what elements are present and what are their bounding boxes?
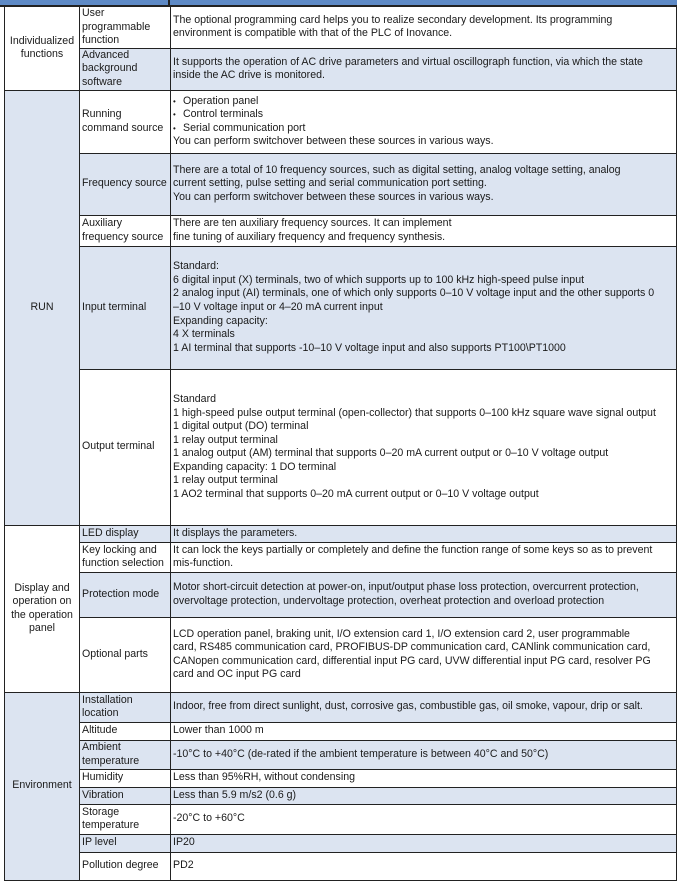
table-row — [5, 617, 677, 692]
table-row — [5, 542, 677, 572]
item-description — [171, 153, 677, 215]
description-line: PD2 — [173, 859, 194, 872]
description-line: 1 AI terminal that supports -10–10 V voltage input and also supports PT100\PT1000 — [173, 341, 566, 354]
description-line: 4 X terminals — [173, 328, 235, 341]
bullet-item: • Operation panel — [173, 95, 674, 109]
item-label: Frequency source — [80, 153, 171, 215]
description-line: inside the AC drive is monitored. — [173, 69, 325, 82]
bullet-item: • Control terminals — [173, 108, 674, 122]
table-row — [5, 852, 677, 880]
table-row — [5, 48, 677, 90]
item-description — [171, 617, 677, 692]
description-line: Motor short-circuit detection at power-on, input/output phase loss protection, overcurrent protection, — [173, 581, 639, 594]
description-line: 1 relay output terminal — [173, 433, 278, 446]
item-label: Advanced background software — [80, 48, 171, 90]
item-description — [171, 7, 677, 49]
description-line: 1 AO2 terminal that supports 0–20 mA current output or 0–10 V voltage output — [173, 488, 539, 501]
description-line: It can lock the keys partially or completely and define the function range of some keys so as to prevent — [173, 543, 653, 556]
description-line: Expanding capacity: 1 DO terminal — [173, 460, 337, 473]
description-line: Standard — [173, 392, 216, 405]
description-line: It supports the operation of AC drive parameters and virtual oscillograph function, via which the state — [173, 55, 643, 68]
item-label: Pollution degree — [80, 852, 171, 880]
table-row — [5, 525, 677, 542]
table-row — [5, 215, 677, 246]
table-row — [5, 369, 677, 525]
description-line: -20°C to +60°C — [173, 812, 245, 825]
item-label: Installation location — [80, 692, 171, 722]
description-line: -10°C to +40°C (de-rated if the ambient temperature is between 40°C and 50°C) — [173, 747, 549, 760]
table-row — [5, 740, 677, 769]
item-label: Vibration — [80, 787, 171, 804]
description-line: –10 V voltage input or 4–20 mA current input — [173, 300, 383, 313]
group-label: Display and operation on the operation panel — [5, 525, 80, 692]
description-line: overvoltage protection, undervoltage protection, overheat protection and overload protection — [173, 594, 605, 607]
item-description — [171, 740, 677, 769]
description-line: Less than 95%RH, without condensing — [173, 771, 355, 784]
item-description — [171, 692, 677, 722]
item-label: User programmable function — [80, 7, 171, 49]
table-row — [5, 787, 677, 804]
description-line: Less than 5.9 m/s2 (0.6 g) — [173, 788, 297, 801]
item-description — [171, 572, 677, 617]
table-row — [5, 834, 677, 852]
description-line: LCD operation panel, braking unit, I/O extension card 1, I/O extension card 2, user programmable — [173, 627, 630, 640]
description-line: card, RS485 communication card, PROFIBUS-DP communication card, CANlink communication card, — [173, 641, 651, 654]
specifications-table — [4, 6, 677, 881]
item-description — [171, 48, 677, 90]
item-description — [171, 722, 677, 740]
item-description — [171, 834, 677, 852]
item-label: Ambient temperature — [80, 740, 171, 769]
item-label: LED display — [80, 525, 171, 542]
item-description — [171, 246, 677, 369]
group-label: Individualized functions — [5, 7, 80, 91]
item-label: Humidity — [80, 769, 171, 787]
item-description — [171, 369, 677, 525]
description-line: The optional programming card helps you to realize secondary development. Its programming — [173, 13, 613, 26]
group-label: Environment — [5, 692, 80, 880]
group-label: RUN — [5, 90, 80, 525]
item-label: Altitude — [80, 722, 171, 740]
description-line: current setting, pulse setting and serial communication port setting. — [173, 177, 487, 190]
item-label: Input terminal — [80, 246, 171, 369]
item-label: Running command source — [80, 90, 171, 153]
item-description — [171, 787, 677, 804]
description-line: Indoor, free from direct sunlight, dust, corrosive gas, combustible gas, oil smoke, vapour, drip or salt. — [173, 700, 643, 713]
description-line: 1 high-speed pulse output terminal (open-collector) that supports 0–100 kHz square wave signal output — [173, 406, 656, 419]
table-row — [5, 153, 677, 215]
description-line: 1 relay output terminal — [173, 474, 278, 487]
item-description — [171, 90, 677, 153]
table-row — [5, 769, 677, 787]
item-label: Auxiliary frequency source — [80, 215, 171, 246]
bullet-item: • Serial communication port — [173, 122, 674, 136]
item-description — [171, 215, 677, 246]
description-line: 2 analog input (AI) terminals, one of which only supports 0–10 V voltage input and the other supports 0 — [173, 287, 655, 300]
table-row — [5, 90, 677, 153]
item-label: Protection mode — [80, 572, 171, 617]
description-line: It displays the parameters. — [173, 526, 298, 539]
item-description — [171, 525, 677, 542]
description-line: Standard: — [173, 260, 219, 273]
description-line: fine tuning of auxiliary frequency and frequency synthesis. — [173, 230, 446, 243]
item-label: IP level — [80, 834, 171, 852]
description-line: environment is compatible with that of the PLC of Inovance. — [173, 27, 453, 40]
description-line: You can perform switchover between these sources in various ways. — [173, 191, 494, 204]
item-description — [171, 542, 677, 572]
description-line: card and OC input PG card — [173, 668, 301, 681]
description-line: 1 analog output (AM) terminal that supports 0–20 mA current output or 0–10 V voltage output — [173, 447, 609, 460]
description-line: There are ten auxiliary frequency sources. It can implement — [173, 217, 452, 230]
description-line: You can perform switchover between these sources in various ways. — [173, 135, 494, 148]
item-description — [171, 769, 677, 787]
item-description — [171, 852, 677, 880]
description-line: IP20 — [173, 836, 195, 849]
item-label: Storage temperature — [80, 804, 171, 834]
table-row — [5, 7, 677, 49]
table-row — [5, 572, 677, 617]
item-label: Key locking and function selection — [80, 542, 171, 572]
table-row — [5, 692, 677, 722]
description-line: Expanding capacity: — [173, 314, 268, 327]
description-line: 1 digital output (DO) terminal — [173, 420, 309, 433]
table-row — [5, 804, 677, 834]
description-line: 6 digital input (X) terminals, two of which supports up to 100 kHz high-speed pulse input — [173, 273, 585, 286]
description-line: There are a total of 10 frequency sources, such as digital setting, analog voltage setting, analog — [173, 163, 621, 176]
description-line: Lower than 1000 m — [173, 724, 264, 737]
table-row — [5, 246, 677, 369]
item-label: Optional parts — [80, 617, 171, 692]
description-line: CANopen communication card, differential input PG card, UVW differential input PG card, resolver PG — [173, 654, 651, 667]
table-row — [5, 722, 677, 740]
description-line: mis-function. — [173, 557, 234, 570]
item-label: Output terminal — [80, 369, 171, 525]
item-description — [171, 804, 677, 834]
